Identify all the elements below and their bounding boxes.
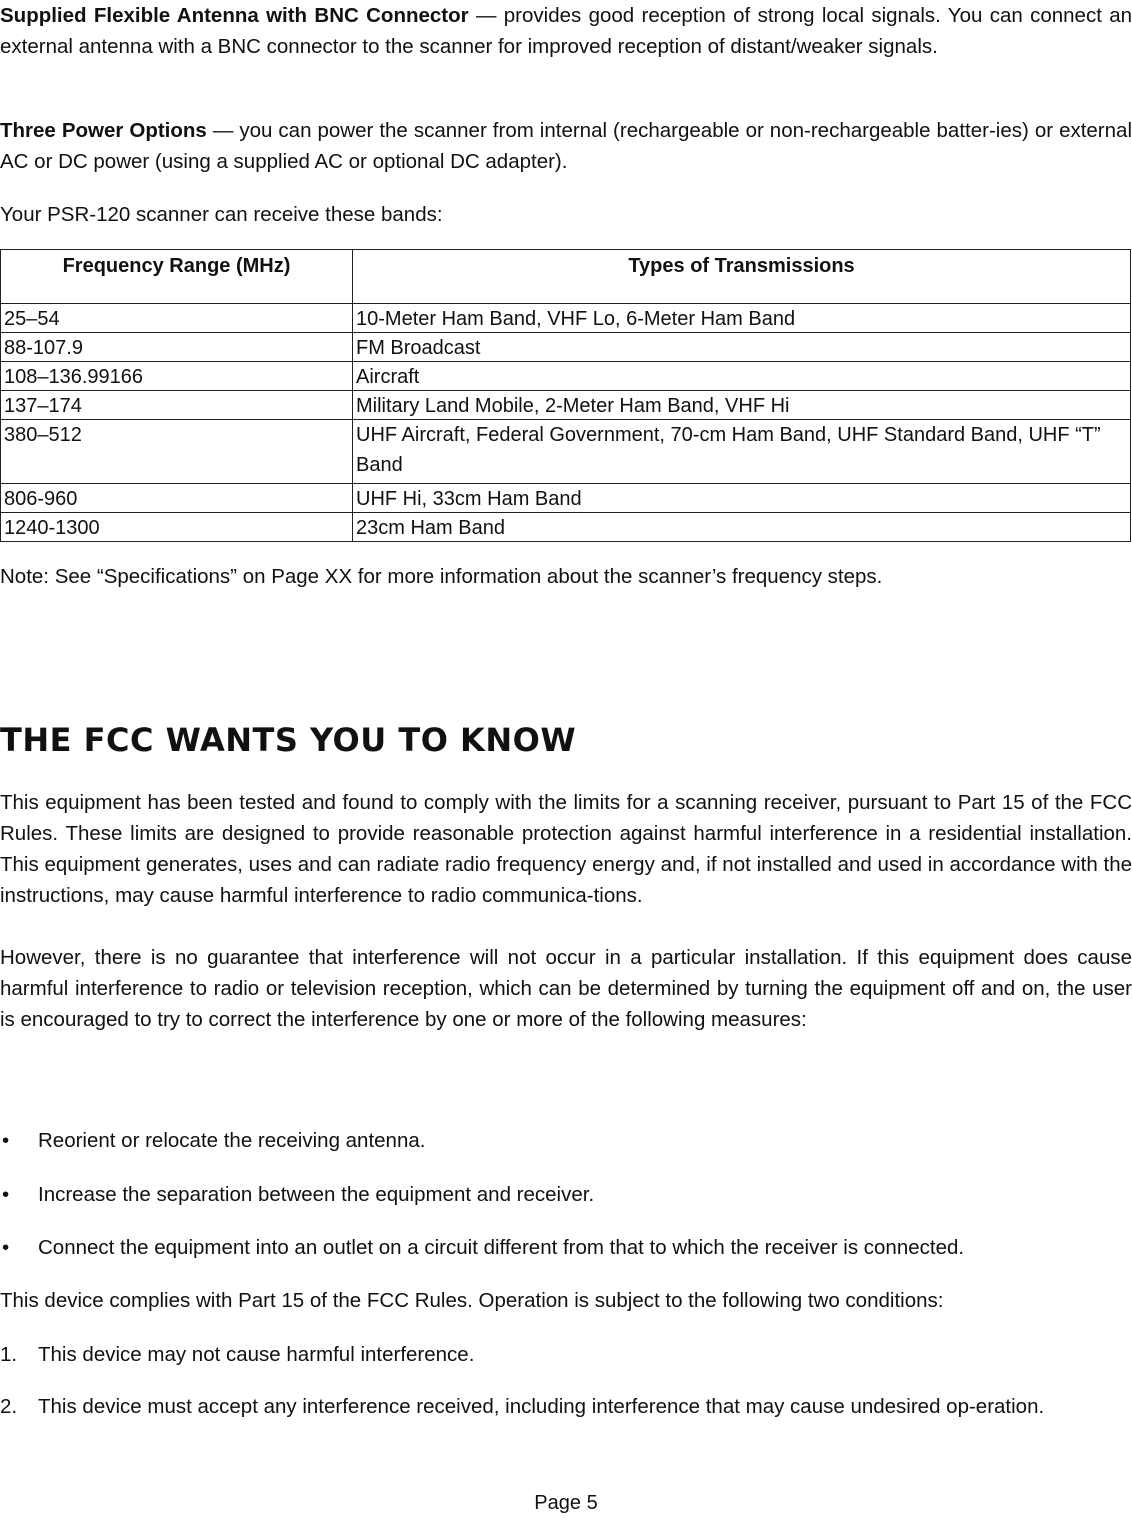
bullet-icon: • xyxy=(2,1183,10,1206)
condition-text: This device must accept any interference received, including interference that may cause undesired op-eration. xyxy=(38,1395,1045,1418)
header-transmission-types: Types of Transmissions xyxy=(353,250,1131,304)
specifications-note: Note: See “Specifications” on Page XX for more information about the scanner’s frequency steps. xyxy=(0,565,883,588)
fcc-heading: THE FCC WANTS YOU TO KNOW xyxy=(0,721,577,759)
bullet-icon: • xyxy=(2,1236,10,1259)
cell-range: 88-107.9 xyxy=(1,333,353,362)
table-header-row xyxy=(1,250,1131,304)
measure-text: Increase the separation between the equipment and receiver. xyxy=(38,1183,595,1206)
table-row xyxy=(1,484,1131,513)
cell-range: 25–54 xyxy=(1,304,353,333)
fcc-paragraph-1: This equipment has been tested and found to comply with the limits for a scanning receiver, pursuant to Part 15 of the FCC Rules. These limits are designed to provide reasonable protection against harmful interference in a residential installation. This equipment generates, uses and can radiate radio frequency energy and, if not installed and used in accordance with the instructions, may cause harmful interference to radio communica-tions. xyxy=(0,791,1132,907)
cell-types: Aircraft xyxy=(353,362,1131,391)
cell-types: 10-Meter Ham Band, VHF Lo, 6-Meter Ham Band xyxy=(353,304,1131,333)
table-row xyxy=(1,391,1131,420)
bullet-icon: • xyxy=(2,1129,10,1152)
table-row xyxy=(1,333,1131,362)
cell-range: 380–512 xyxy=(1,420,353,484)
antenna-paragraph xyxy=(0,0,1132,62)
frequency-table xyxy=(0,249,1131,542)
table-row xyxy=(1,362,1131,391)
power-title: Three Power Options xyxy=(0,119,207,142)
cell-types: UHF Hi, 33cm Ham Band xyxy=(353,484,1131,513)
condition-number: 1. xyxy=(0,1343,18,1366)
condition-number: 2. xyxy=(0,1395,18,1418)
condition-text: This device may not cause harmful interference. xyxy=(38,1343,475,1366)
power-paragraph xyxy=(0,115,1132,177)
cell-range: 806-960 xyxy=(1,484,353,513)
cell-types: Military Land Mobile, 2-Meter Ham Band, VHF Hi xyxy=(353,391,1131,420)
cell-range: 1240-1300 xyxy=(1,513,353,542)
table-row xyxy=(1,513,1131,542)
power-text: — you can power the scanner from internal (rechargeable or non-rechargeable batter-ies) or external AC or DC power (using a supplied AC or optional DC adapter). xyxy=(0,119,1132,173)
antenna-title: Supplied Flexible Antenna with BNC Connector xyxy=(0,4,469,27)
cell-types: 23cm Ham Band xyxy=(353,513,1131,542)
antenna-text: — provides good reception of strong local signals. You can connect an external antenna with a BNC connector to the scanner for improved reception of distant/weaker signals. xyxy=(0,4,1132,58)
measure-text: Connect the equipment into an outlet on a circuit different from that to which the receiver is connected. xyxy=(38,1236,965,1259)
bands-intro: Your PSR-120 scanner can receive these bands: xyxy=(0,203,443,226)
table-row xyxy=(1,304,1131,333)
fcc-paragraph-3: This device complies with Part 15 of the FCC Rules. Operation is subject to the following two conditions: xyxy=(0,1289,944,1312)
cell-range: 108–136.99166 xyxy=(1,362,353,391)
fcc-paragraph-2: However, there is no guarantee that interference will not occur in a particular installation. If this equipment does cause harmful interference to radio or television reception, which can be determined by turning the equipment off and on, the user is encouraged to try to correct the interference by one or more of the following measures: xyxy=(0,946,1132,1031)
measure-text: Reorient or relocate the receiving antenna. xyxy=(38,1129,426,1152)
page-number: Page 5 xyxy=(534,1492,598,1514)
header-frequency-range: Frequency Range (MHz) xyxy=(1,250,353,304)
cell-range: 137–174 xyxy=(1,391,353,420)
table-row xyxy=(1,420,1131,484)
cell-types: UHF Aircraft, Federal Government, 70-cm Ham Band, UHF Standard Band, UHF “T” Band xyxy=(353,420,1131,484)
cell-types: FM Broadcast xyxy=(353,333,1131,362)
